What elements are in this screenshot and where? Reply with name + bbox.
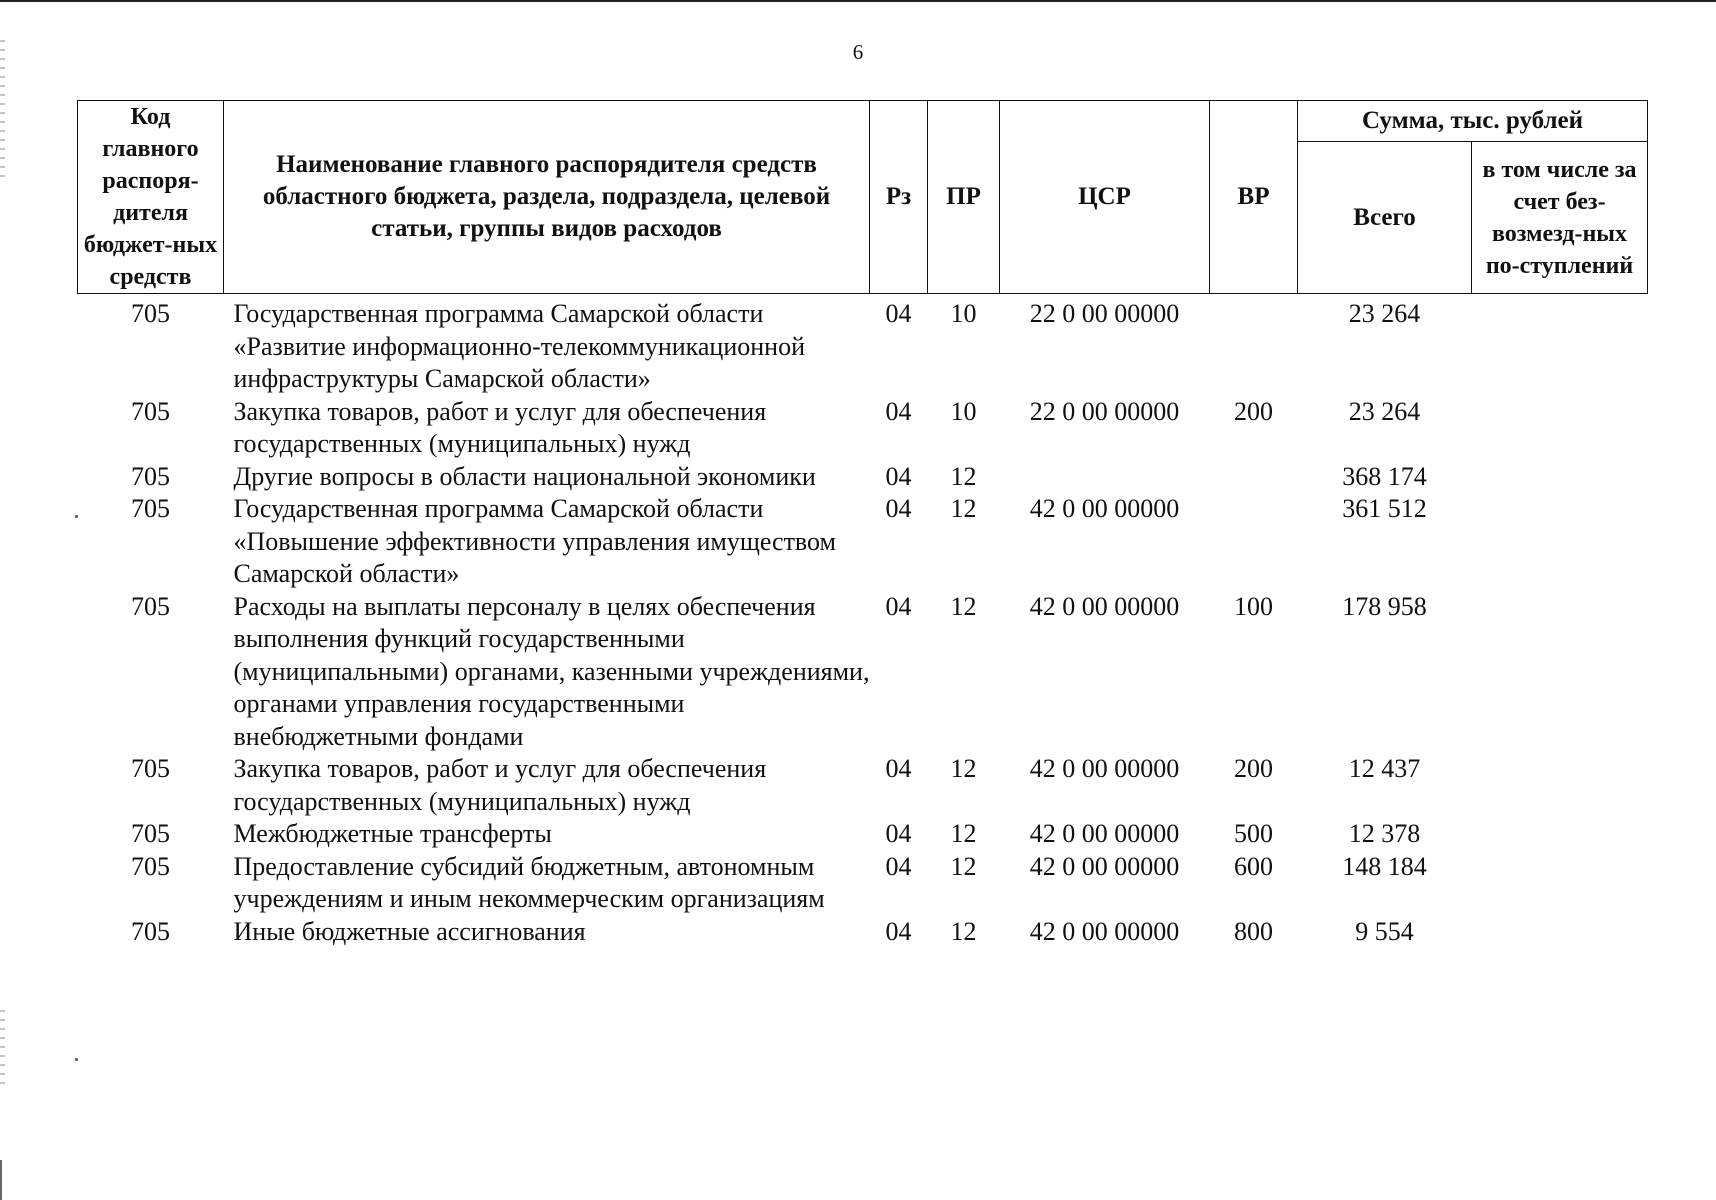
cell-csr: 42 0 00 00000 <box>1029 851 1180 881</box>
cell-code: 705 <box>131 916 170 946</box>
budget-table <box>77 100 1648 948</box>
cell-name: Иные бюджетные ассигнования <box>233 916 586 946</box>
cell-rz: 04 <box>885 461 912 491</box>
table-row <box>78 493 1648 591</box>
cell-csr: 42 0 00 00000 <box>1029 494 1180 523</box>
cell-pr: 10 <box>950 396 977 426</box>
header-row <box>78 101 1648 142</box>
cell-total: 9 554 <box>1355 916 1414 946</box>
cell-rz: 04 <box>885 851 912 881</box>
table-row <box>78 753 1648 818</box>
cell-name: Расходы на выплаты персоналу в целях обеспечения выполнения функций государственными (муниципальными) органами, казенными учреждениями, органами управления государственными внебюджетными фондами <box>233 591 870 751</box>
cell-code: 705 <box>131 591 170 621</box>
cell-vr: 200 <box>1234 396 1273 426</box>
cell-total: 23 264 <box>1348 299 1421 328</box>
table-row <box>78 396 1648 461</box>
cell-rz: 04 <box>885 916 912 946</box>
cell-free <box>1472 591 1648 754</box>
table-row <box>78 851 1648 916</box>
cell-csr: 42 0 00 00000 <box>1029 591 1180 621</box>
cell-total: 148 184 <box>1342 851 1427 881</box>
cell-rz: 04 <box>885 819 912 848</box>
cell-name: Закупка товаров, работ и услуг для обеспечения государственных (муниципальных) нужд <box>233 396 767 458</box>
cell-name: Другие вопросы в области национальной экономики <box>233 461 816 491</box>
cell-csr: 22 0 00 00000 <box>1029 299 1180 328</box>
cell-code: 705 <box>131 851 170 881</box>
header-sum: Сумма, тыс. рублей <box>1298 101 1648 142</box>
header-csr: ЦСР <box>1000 101 1210 294</box>
table-row <box>78 294 1648 396</box>
cell-rz: 04 <box>885 754 912 783</box>
cell-free <box>1472 294 1648 396</box>
cell-name: Межбюджетные трансферты <box>233 819 552 848</box>
cell-name: Государственная программа Самарской области «Повышение эффективности управления имуществом Самарской области» <box>233 494 836 588</box>
cell-total: 361 512 <box>1342 494 1427 523</box>
cell-total: 12 378 <box>1348 819 1421 848</box>
cell-code: 705 <box>131 494 170 523</box>
cell-name: Закупка товаров, работ и услуг для обеспечения государственных (муниципальных) нужд <box>233 754 767 816</box>
cell-free <box>1472 753 1648 818</box>
cell-code: 705 <box>131 299 170 328</box>
cell-free <box>1472 916 1648 949</box>
header-free: в том числе за счет без-возмезд-ных по-ступлений <box>1472 142 1648 294</box>
cell-csr: 22 0 00 00000 <box>1029 396 1180 426</box>
cell-pr: 12 <box>950 461 977 491</box>
cell-vr: 200 <box>1234 754 1273 783</box>
cell-rz: 04 <box>885 591 912 621</box>
cell-vr: 600 <box>1234 851 1273 881</box>
cell-vr: 800 <box>1234 916 1273 946</box>
cell-vr <box>1210 461 1298 494</box>
header-pr: ПР <box>928 101 1000 294</box>
cell-total: 178 958 <box>1342 591 1427 621</box>
table-row <box>78 818 1648 851</box>
cell-vr: 500 <box>1234 819 1273 848</box>
cell-pr: 12 <box>950 494 977 523</box>
cell-free <box>1472 461 1648 494</box>
cell-free <box>1472 851 1648 916</box>
cell-code: 705 <box>131 396 170 426</box>
cell-csr: 42 0 00 00000 <box>1029 754 1180 783</box>
table-header <box>78 101 1648 294</box>
cell-vr: 100 <box>1234 591 1273 621</box>
cell-free <box>1472 818 1648 851</box>
table-row <box>78 461 1648 494</box>
cell-name: Государственная программа Самарской области «Развитие информационно-телекоммуникационной инфраструктуры Самарской области» <box>233 299 806 393</box>
cell-code: 705 <box>131 819 170 848</box>
cell-pr: 12 <box>950 591 977 621</box>
table-row <box>78 591 1648 754</box>
cell-rz: 04 <box>885 396 912 426</box>
header-rz: Рз <box>870 101 928 294</box>
cell-total: 368 174 <box>1342 461 1427 491</box>
header-code: Код главного распоря-дителя бюджет-ных средств <box>78 101 224 294</box>
cell-pr: 12 <box>950 819 977 848</box>
cell-name: Предоставление субсидий бюджетным, автономным учреждениям и иным некоммерческим организациям <box>233 851 825 913</box>
scan-edge-mark <box>0 1010 5 1090</box>
header-name: Наименование главного распорядителя средств областного бюджета, раздела, подраздела, целевой статьи, группы видов расходов <box>224 101 870 294</box>
cell-pr: 12 <box>950 754 977 783</box>
header-total: Всего <box>1298 142 1472 294</box>
cell-pr: 12 <box>950 851 977 881</box>
page-number: 6 <box>852 40 864 64</box>
top-rule <box>0 0 1716 2</box>
cell-code: 705 <box>131 461 170 491</box>
cell-pr: 10 <box>950 299 977 328</box>
cell-csr: 42 0 00 00000 <box>1029 916 1180 946</box>
cell-vr <box>1210 493 1298 591</box>
cell-pr: 12 <box>950 916 977 946</box>
cell-vr <box>1210 294 1298 396</box>
scan-speck <box>75 1058 78 1061</box>
cell-free <box>1472 396 1648 461</box>
header-vr: ВР <box>1210 101 1298 294</box>
table-row <box>78 916 1648 949</box>
cell-csr <box>1000 461 1210 494</box>
cell-code: 705 <box>131 754 170 783</box>
cell-rz: 04 <box>885 494 912 523</box>
scan-edge-mark <box>0 1160 2 1200</box>
table-body <box>78 294 1648 949</box>
cell-free <box>1472 493 1648 591</box>
cell-total: 12 437 <box>1348 754 1421 783</box>
cell-rz: 04 <box>885 299 912 328</box>
cell-total: 23 264 <box>1348 396 1421 426</box>
cell-csr: 42 0 00 00000 <box>1029 819 1180 848</box>
